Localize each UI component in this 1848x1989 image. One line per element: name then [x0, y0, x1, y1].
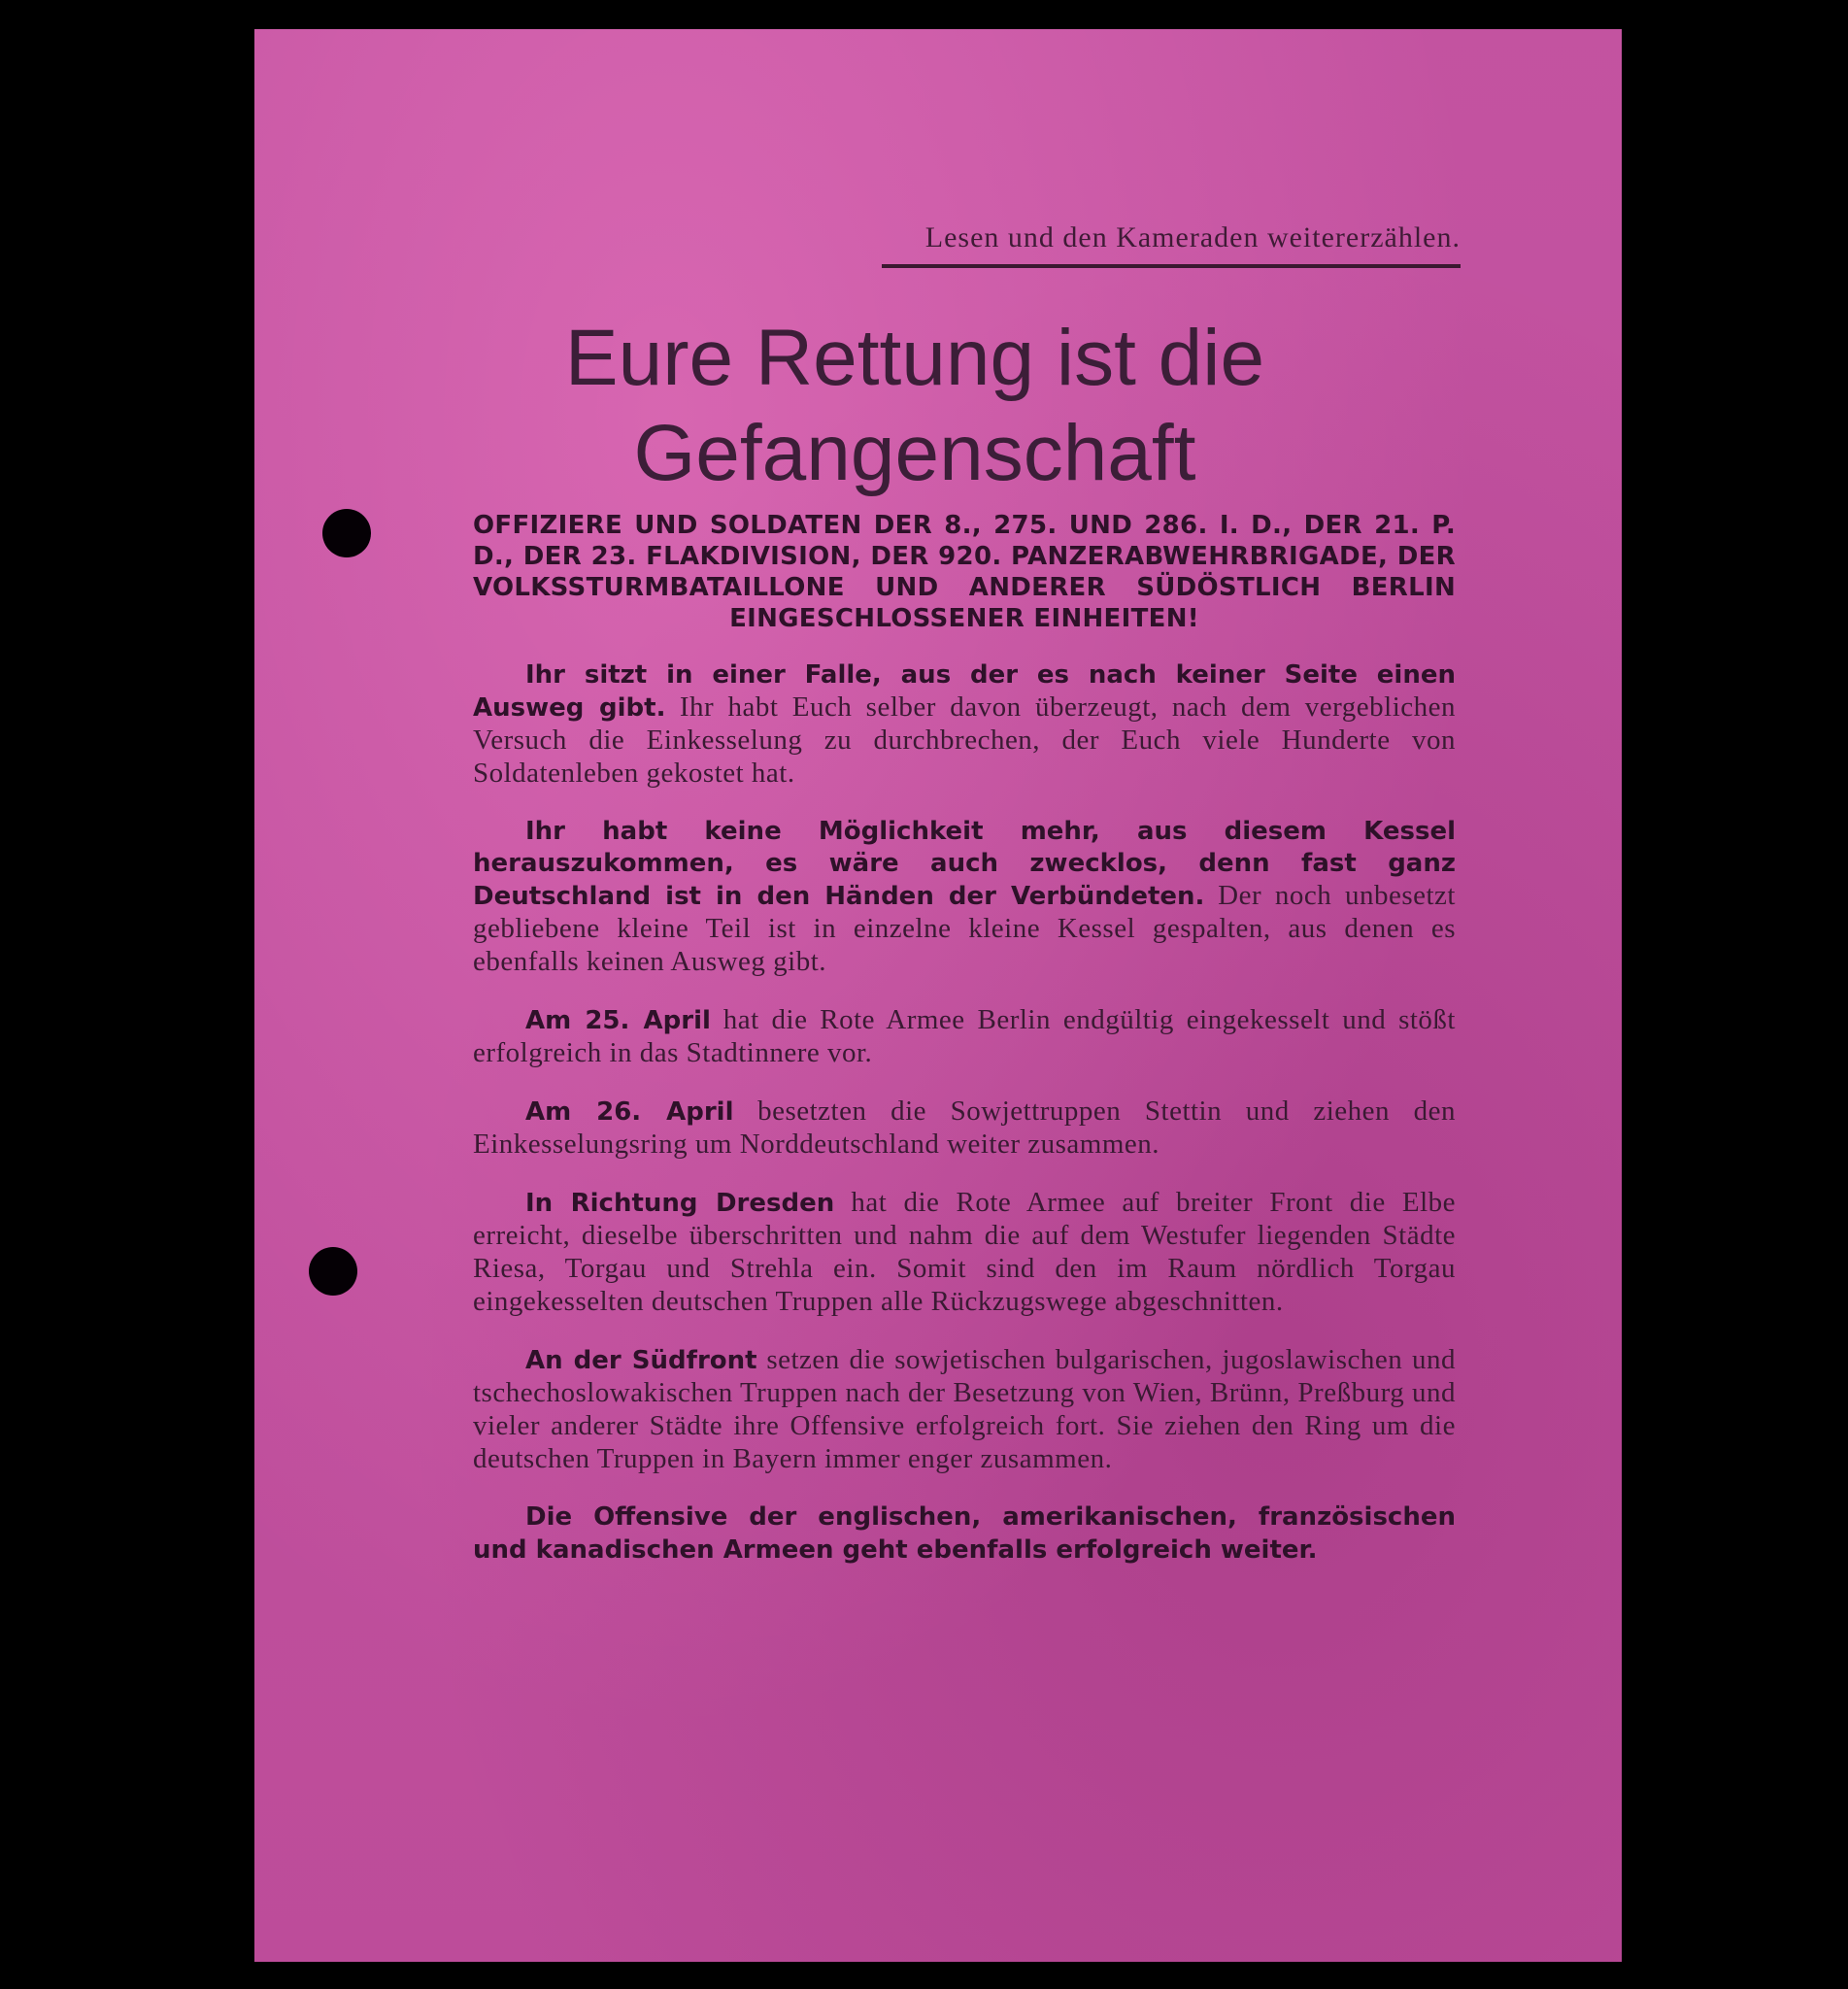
paragraph-western-allies	[473, 1501, 1456, 1567]
paragraph-lead: Am 26. April	[525, 1097, 734, 1127]
punch-hole-top	[322, 509, 371, 557]
paragraph-text: setzen die sowjetischen bulgarischen, jugoslawischen und tschechoslowakischen Truppen nach der Besetzung von Wien, Brünn, Preßburg und vieler anderer Städte ihre Offensive erfolgreich fort. Sie ziehen den Ring um die deutschen Truppen in Bayern immer enger zusammen.	[473, 1344, 1456, 1474]
paragraph-lead: In Richtung Dresden	[525, 1189, 835, 1218]
leaflet-body	[473, 510, 1456, 1592]
paragraph-text: besetzten die Sowjettruppen Stettin und ziehen den Einkesselungsring um Norddeutschland weiter zusammen.	[473, 1096, 1456, 1160]
paragraph-lead: Ihr sitzt in einer Falle, aus der es nach keiner Seite einen Ausweg gibt.	[473, 660, 1456, 723]
paragraph-trap	[473, 659, 1456, 791]
paragraph-april-25	[473, 1004, 1456, 1070]
paragraph-text: Ihr habt Euch selber davon überzeugt, nach dem vergeblichen Versuch die Einkesselung zu durchbrechen, der Euch viele Hunderte von Soldatenleben gekostet hat.	[473, 691, 1456, 789]
paragraph-text: hat die Rote Armee auf breiter Front die Elbe erreicht, dieselbe überschritten und nahm die auf dem Westufer liegenden Städte Riesa, Torgau und Strehla ein. Somit sind den im Raum nördlich Torgau eingekesselten deutschen Truppen alle Rückzugswege abgeschnitten.	[473, 1187, 1456, 1317]
paragraph-dresden	[473, 1187, 1456, 1319]
headline	[449, 311, 1381, 501]
paragraph-lead: Am 25. April	[525, 1006, 711, 1035]
paragraph-lead: Ihr habt keine Möglichkeit mehr, aus diesem Kessel herauszukommen, es wäre auch zwecklos, denn fast ganz Deutschland ist in den Händen der Verbündeten.	[473, 817, 1456, 911]
paragraph-april-26	[473, 1096, 1456, 1162]
tagline: Lesen und den Kameraden weitererzählen.	[924, 221, 1461, 253]
headline-line-1: Eure Rettung ist die	[564, 314, 1265, 402]
headline-line-2: Gefangenschaft	[633, 409, 1196, 497]
paragraph-text: hat die Rote Armee Berlin endgültig eingekesselt und stößt erfolgreich in das Stadtinnere vor.	[473, 1004, 1456, 1068]
punch-hole-bottom	[309, 1247, 357, 1296]
paragraph-lead: An der Südfront	[525, 1346, 757, 1375]
paragraph-south-front	[473, 1344, 1456, 1476]
paragraph-no-escape	[473, 816, 1456, 979]
address-to-soldiers: OFFIZIERE UND SOLDATEN DER 8., 275. UND 286. I. D., DER 21. P. D., DER 23. FLAKDIVISION, DER 920. PANZERABWEHRBRIGADE, DER VOLKSSTURMBATAILLONE UND ANDERER SÜDÖSTLICH BERLIN EINGESCHLOSSENER EINHEITEN!	[473, 511, 1456, 633]
paragraph-text: Der noch unbesetzt gebliebene kleine Teil ist in einzelne kleine Kessel gespalten, aus denen es ebenfalls keinen Ausweg gibt.	[473, 880, 1456, 977]
paragraph-lead: Die Offensive der englischen, amerikanischen, französischen und kanadischen Armeen geht ebenfalls erfolgreich weiter.	[473, 1502, 1456, 1565]
tagline-underlined	[882, 221, 1461, 268]
leaflet-sheet	[254, 29, 1622, 1962]
